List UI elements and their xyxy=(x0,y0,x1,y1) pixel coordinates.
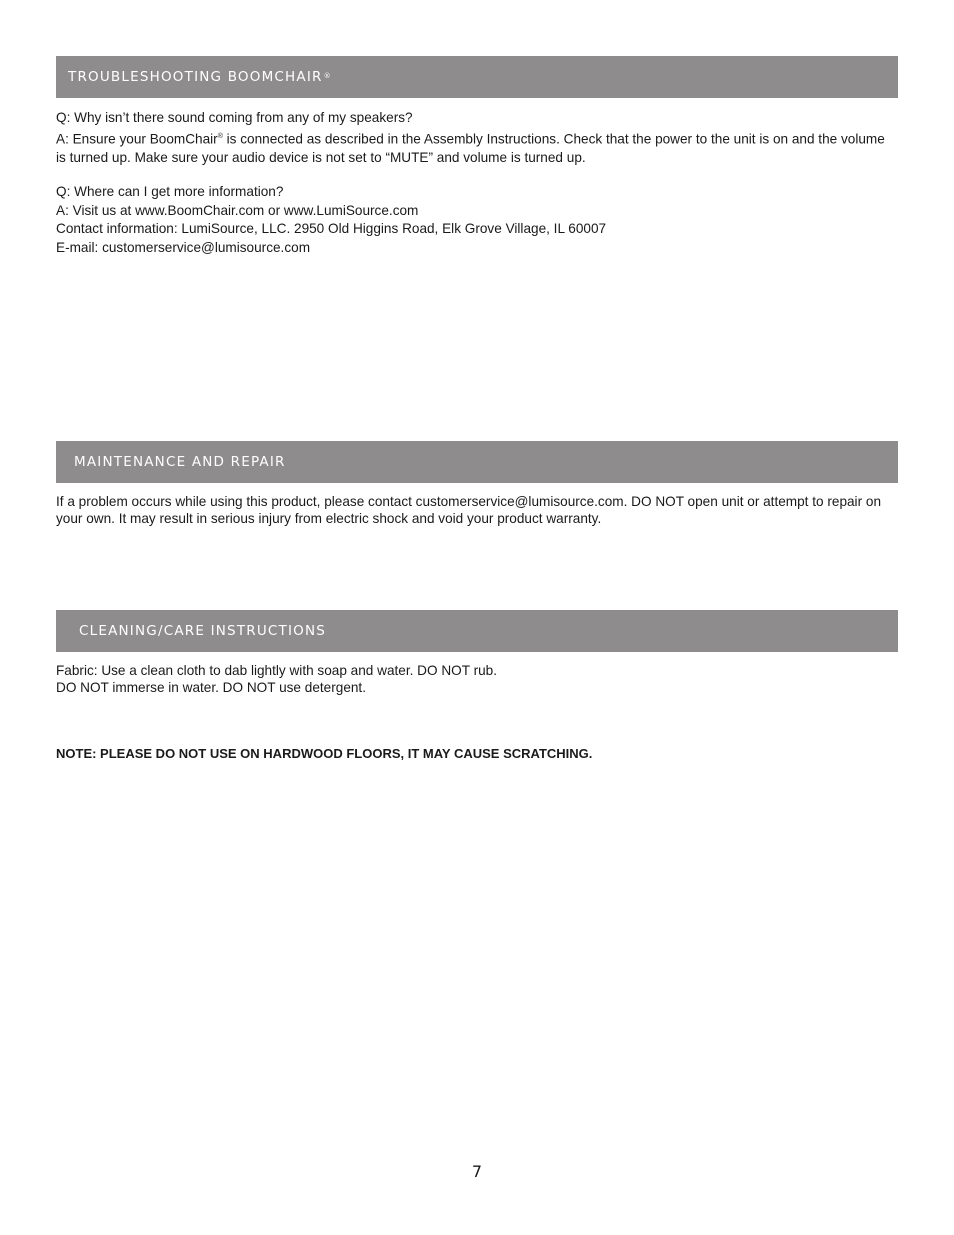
troubleshooting-info xyxy=(56,183,898,257)
contact-email: E-mail: customerservice@lumisource.com xyxy=(56,239,311,255)
faq-answer-info: A: Visit us at www.BoomChair.com or www.LumiSource.com xyxy=(56,202,419,218)
contact-information: Contact information: LumiSource, LLC. 2950 Old Higgins Road, Elk Grove Village, IL 60007 xyxy=(56,221,607,237)
faq-question-sound: Q: Why isn’t there sound coming from any of my speakers? xyxy=(56,110,413,125)
cleaning-line-water: DO NOT immerse in water. DO NOT use detergent. xyxy=(56,680,366,696)
faq-answer-sound-suffix: is connected as described in the Assembly Instructions. Check that the power to the unit is on and the volume is turned up. Make sure your audio device is not set to “MUTE” and volume is turned up. xyxy=(56,131,885,165)
maintenance-content xyxy=(56,494,898,528)
section-title-troubleshooting: TROUBLESHOOTING BOOMCHAIR xyxy=(68,69,323,85)
hardwood-floor-note: NOTE: PLEASE DO NOT USE ON HARDWOOD FLOORS, IT MAY CAUSE SCRATCHING. xyxy=(56,746,593,761)
registered-mark: ® xyxy=(323,72,332,80)
section-header-maintenance xyxy=(56,441,898,483)
section-title-cleaning: CLEANING/CARE INSTRUCTIONS xyxy=(79,623,327,639)
page-number: 7 xyxy=(471,1162,483,1181)
section-header-troubleshooting xyxy=(56,56,898,98)
troubleshooting-content xyxy=(56,109,898,167)
faq-answer-sound-prefix: A: Ensure your BoomChair xyxy=(56,131,218,147)
maintenance-body: If a problem occurs while using this product, please contact customerservice@lumisource.com. DO NOT open unit or attempt to repair on your own. It may result in serious injury from electric shock and void your product warranty. xyxy=(56,494,882,526)
faq-question-info: Q: Where can I get more information? xyxy=(56,184,284,199)
cleaning-content xyxy=(56,662,898,697)
section-title-maintenance: MAINTENANCE AND REPAIR xyxy=(74,454,286,470)
faq-answer-sound xyxy=(56,128,898,168)
section-header-cleaning xyxy=(56,610,898,652)
cleaning-line-fabric: Fabric: Use a clean cloth to dab lightly with soap and water. DO NOT rub. xyxy=(56,663,497,678)
registered-mark: ® xyxy=(217,132,223,140)
